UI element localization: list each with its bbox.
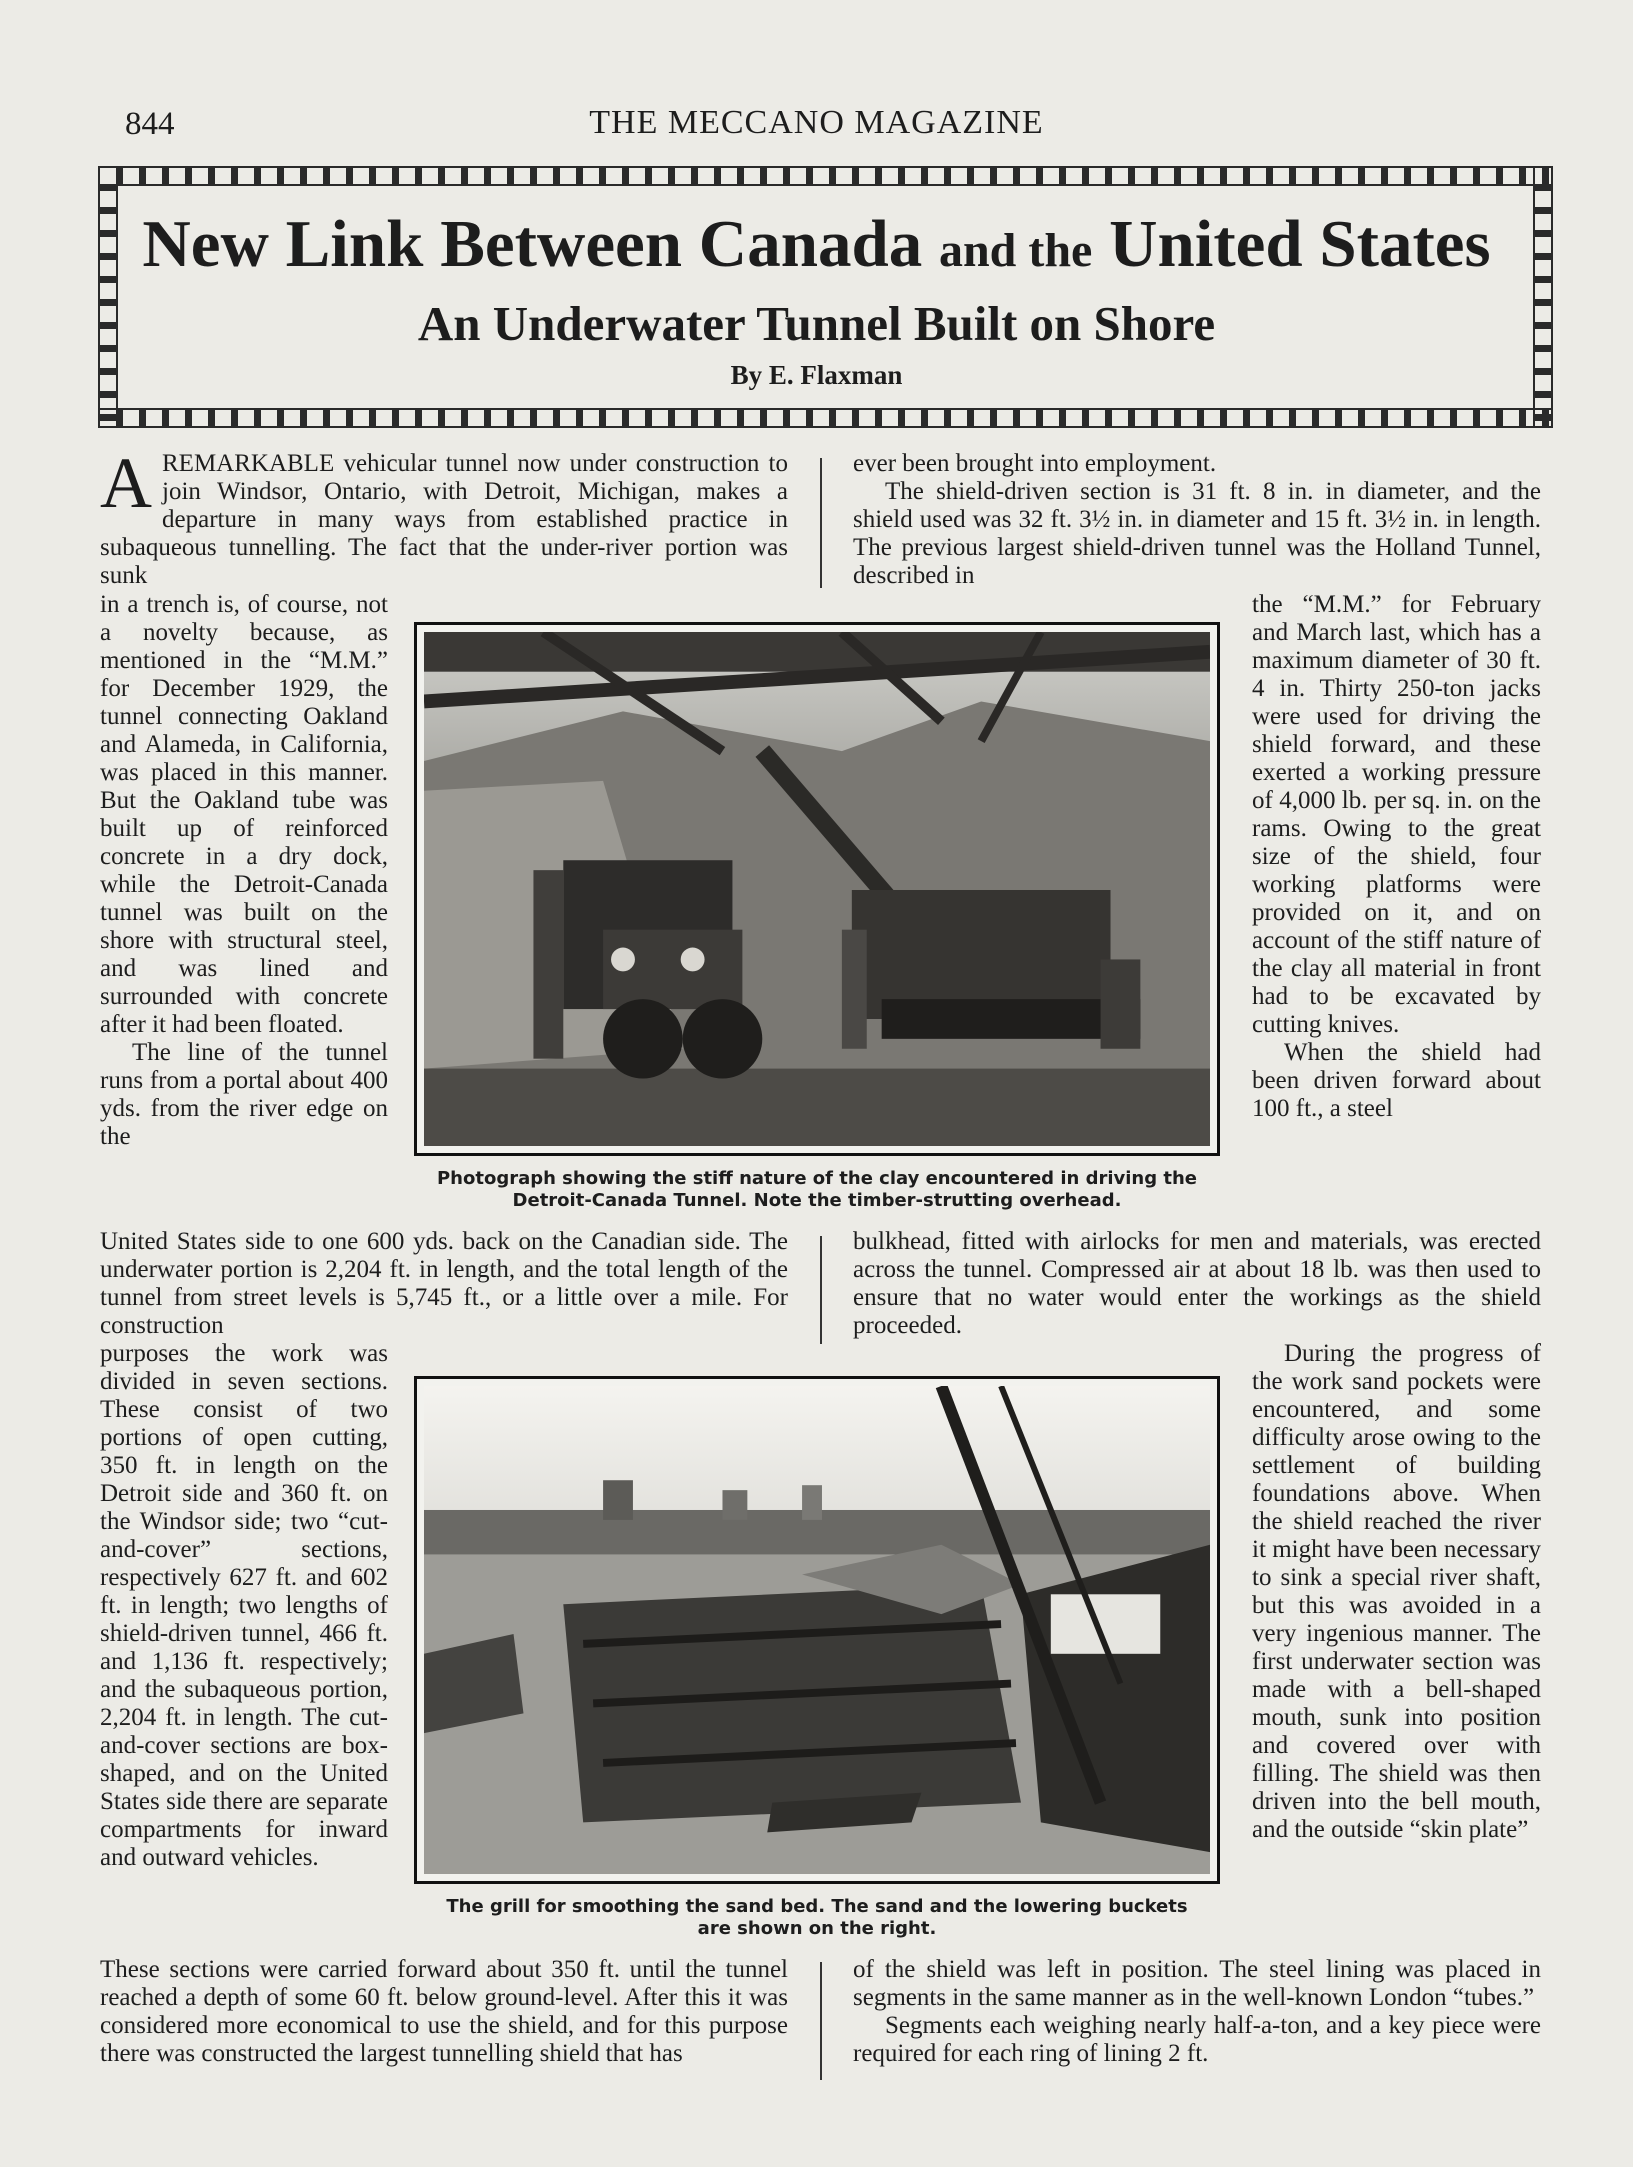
column-rule (820, 1962, 822, 2080)
drop-cap: A (100, 443, 152, 523)
caption-line: are shown on the right. (697, 1918, 937, 1939)
paragraph: purposes the work was divided in seven sections. These consist of two portions of open cutting, 350 ft. in length on the Detroit side and 360 ft. on the Windsor side; two “cut-and-cover” sections, respectively 627 ft. and 602 ft. in length; two lengths of shield-driven tunnel, 466 ft. and 1,136 ft. respectively; and the subaqueous portion, 2,204 ft. in length. The cut-and-cover sections are box-shaped, and on the United States side there are separate compartments for inward and outward vehicles. (100, 1340, 388, 1871)
caption-line: The grill for smoothing the sand bed. The sand and the lowering buckets (446, 1896, 1188, 1917)
title-and-the: and the (938, 224, 1093, 277)
excavation-image (424, 632, 1210, 1146)
paragraph: in a trench is, of course, not a novelty because, as mentioned in the “M.M.” for December 1929, the tunnel connecting Oakland and Alameda, in California, was placed in this manner. But the Oakland tube was built up of reinforced concrete in a dry dock, while the Detroit-Canada tunnel was built on the shore with structural steel, and was lined and surrounded with concrete after it had been floated. (100, 591, 388, 1038)
article-title (0, 206, 1633, 283)
body-bottom-right (853, 1956, 1541, 2068)
grill-image (424, 1386, 1210, 1874)
body-narrow-left-2 (100, 1340, 388, 1872)
body-narrow-right-2 (1252, 1340, 1541, 1844)
paragraph: bulkhead, fitted with airlocks for men and materials, was erected across the tunnel. Compressed air at about 18 lb. was then used to ensure that no water would enter the workings as the shield proceeded. (853, 1228, 1541, 1339)
body-top-right (853, 450, 1541, 590)
body-top-left (100, 443, 788, 590)
paragraph: Segments each weighing nearly half-a-ton, and a key piece were required for each ring of lining 2 ft. (853, 2012, 1541, 2067)
caption-line: Photograph showing the stiff nature of the clay encountered in driving the (436, 1168, 1198, 1189)
body-narrow-left-1 (100, 591, 388, 1151)
paragraph: the “M.M.” for February and March last, which has a maximum diameter of 30 ft. 4 in. Thirty 250-ton jacks were used for driving the shield forward, and these exerted a working pressure of 4,000 lb. per sq. in. on the rams. Owing to the great size of the shield, four working platforms were provided on it, and on account of the stiff nature of the clay all material in front had to be excavated by cutting knives. (1252, 591, 1541, 1038)
paragraph-opening: REMARKABLE vehicular tunnel now under construction to join Windsor, Ontario, with Detroit, Michigan, makes a departure in many ways from established practice in subaqueous tunnelling. The fact that the under-river portion was sunk (100, 450, 788, 589)
body-mid-left (100, 1228, 788, 1340)
paragraph: ever been brought into employment. (853, 450, 1217, 477)
paragraph: When the shield had been driven forward about 100 ft., a steel (1252, 1039, 1541, 1122)
photo2-caption (414, 1896, 1220, 1940)
photo1-caption (414, 1168, 1220, 1212)
frame-bottom-border (98, 408, 1553, 428)
running-title: THE MECCANO MAGAZINE (589, 104, 1044, 141)
page-number: 844 (125, 106, 175, 142)
caption-line: Detroit-Canada Tunnel. Note the timber-strutting overhead. (512, 1190, 1122, 1211)
body-bottom-left (100, 1956, 788, 2068)
column-rule (820, 458, 822, 588)
body-mid-right (853, 1228, 1541, 1340)
paragraph: United States side to one 600 yds. back on the Canadian side. The underwater portion is 2,204 ft. in length, and the total length of the tunnel from street levels is 5,745 ft., or a little over a mile. For construction (100, 1228, 788, 1339)
column-rule (820, 1236, 822, 1344)
frame-top-border (98, 166, 1553, 186)
paragraph: During the progress of the work sand pockets were encountered, and some difficulty arose owing to the settlement of building foundations above. When the shield reached the river it might have been necessary to sink a special river shaft, but this was avoided in a very ingenious manner. The first underwater section was made with a bell-shaped mouth, sunk into position and covered over with filling. The shield was then driven into the bell mouth, and the outside “skin plate” (1252, 1340, 1541, 1843)
title-part2: United States (1092, 207, 1491, 281)
byline: By E. Flaxman (730, 360, 903, 390)
paragraph: of the shield was left in position. The steel lining was placed in segments in the same manner as in the well-known London “tubes.” (853, 1956, 1541, 2011)
photo-tunnel-excavation (414, 622, 1220, 1156)
paragraph: These sections were carried forward about 350 ft. until the tunnel reached a depth of some 60 ft. below ground-level. After this it was considered more economical to use the shield, and for this purpose there was constructed the largest tunnelling shield that has (100, 1956, 788, 2067)
body-narrow-right-1 (1252, 591, 1541, 1123)
paragraph: The shield-driven section is 31 ft. 8 in. in diameter, and the shield used was 32 ft. 3½ in. in diameter and 15 ft. 3½ in. in length. The previous largest shield-driven tunnel was the Holland Tunnel, described in (853, 478, 1541, 589)
photo-sand-grill (414, 1376, 1220, 1884)
article-subtitle: An Underwater Tunnel Built on Shore (417, 296, 1216, 351)
title-part1: New Link Between Canada (142, 207, 939, 281)
paragraph: The line of the tunnel runs from a portal about 400 yds. from the river edge on the (100, 1039, 388, 1150)
